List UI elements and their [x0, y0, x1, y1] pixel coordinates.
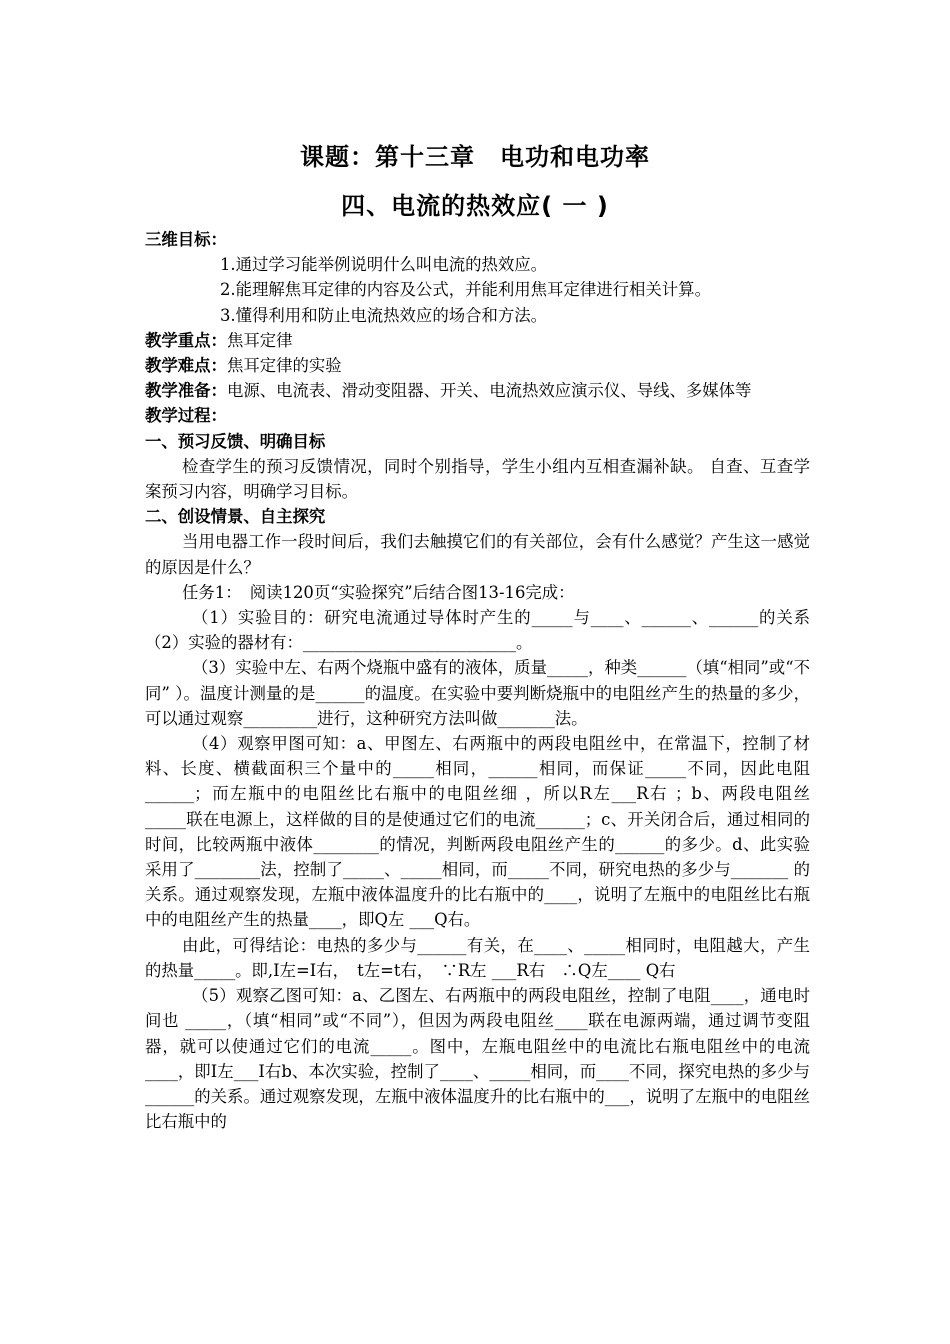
- preparation-label: 教学准备：: [145, 381, 227, 401]
- section1-heading: 一、预习反馈、明确目标: [145, 431, 326, 451]
- key-point-text: 焦耳定律: [226, 330, 293, 350]
- page-title: 课题：第十三章 电功和电功率: [300, 143, 650, 171]
- question-1: （1）实验目的：研究电流通过导体时产生的_____与____、______、______的关系（2）实验的器材有：__________________________。: [145, 608, 810, 653]
- page-subtitle: 四、电流的热效应( 一 ): [341, 192, 609, 220]
- question-5: （5）观察乙图可知：a、乙图左、右两瓶中的两段电阻丝，控制了电阻____，通电时间也 _____，（填“相同”或“不同”），但因为两段电阻丝____联在电源两端，通过调节变阻器，就可以使通过它们的电流_____。图中，左瓶电阻丝中的电流比右瓶电阻丝中的电流____，即I左___I右b、本次实验，控制了____、_____相同，而____不同，探究电热的多少与______的关系。通过观察发现，左瓶中液体温度升的比右瓶中的___，说明了左瓶中的电阻丝比右瓶中的: [145, 986, 810, 1132]
- goal-item: 1.通过学习能举例说明什么叫电流的热效应。: [220, 255, 548, 275]
- preparation: [145, 378, 810, 403]
- preparation-text: 电源、电流表、滑动变阻器、开关、电流热效应演示仪、导线、多媒体等: [226, 381, 752, 401]
- difficulty: [145, 353, 810, 378]
- question-3: （3）实验中左、右两个烧瓶中盛有的液体，质量_____，种类______（填“相同”或“不同” ）。温度计测量的是______的温度。在实验中要判断烧瓶中的电阻丝产生的热量的多少，可以通过观察_________进行，这种研究方法叫做_______法。: [145, 658, 810, 728]
- section2-heading: 二、创设情景、自主探究: [145, 507, 326, 527]
- document-body: [145, 227, 843, 1134]
- goal-item: 3.懂得利用和防止电流热效应的场合和方法。: [220, 305, 548, 325]
- goal-item: 2.能理解焦耳定律的内容及公式，并能利用焦耳定律进行相关计算。: [220, 280, 711, 300]
- conclusion: 由此，可得结论：电热的多少与______有关，在____、_____相同时，电阻越大，产生的热量_____。即,I左=I右， t左=t右， ∵R左 ___R右 ∴Q左____ Q右: [145, 935, 810, 980]
- difficulty-text: 焦耳定律的实验: [226, 356, 342, 376]
- task-1: 任务1： 阅读120页“实验探究”后结合图13-16完成：: [182, 582, 575, 602]
- key-point-label: 教学重点：: [145, 330, 227, 350]
- question-4: （4）观察甲图可知：a、甲图左、右两瓶中的两段电阻丝中，在常温下，控制了材料、长度、横截面积三个量中的_____相同，______相同，而保证_____不同，因此电阻______；而左瓶中的电阻丝比右瓶中的电阻丝细 ，所以R左___R右 ；b、两段电阻丝 _____联在电源上，这样做的目的是使通过它们的电流______；c、开关闭合后，通过相同的时间，比较两瓶中液体________的情况，判断两段电阻丝产生的______的多少。d、此实验采用了________法，控制了_____、_____相同，而_____不同，研究电热的多少与_______ 的关系。通过观察发现，左瓶中液体温度升的比右瓶中的____，说明了左瓶中的电阻丝比右瓶中的电阻丝产生的热量____，即Q左 ___Q右。: [145, 734, 843, 930]
- key-point: [145, 328, 810, 353]
- process-label: 教学过程：: [145, 406, 227, 426]
- section2-intro: 当用电器工作一段时间后，我们去触摸它们的有关部位，会有什么感觉？产生这一感觉的原因是什么？: [145, 532, 810, 577]
- section1-text: 检查学生的预习反馈情况，同时个别指导，学生小组内互相查漏补缺。 自查、互查学案预习内容，明确学习目标。: [145, 456, 810, 502]
- difficulty-label: 教学难点：: [145, 356, 227, 376]
- goals-label: 三维目标：: [145, 230, 227, 249]
